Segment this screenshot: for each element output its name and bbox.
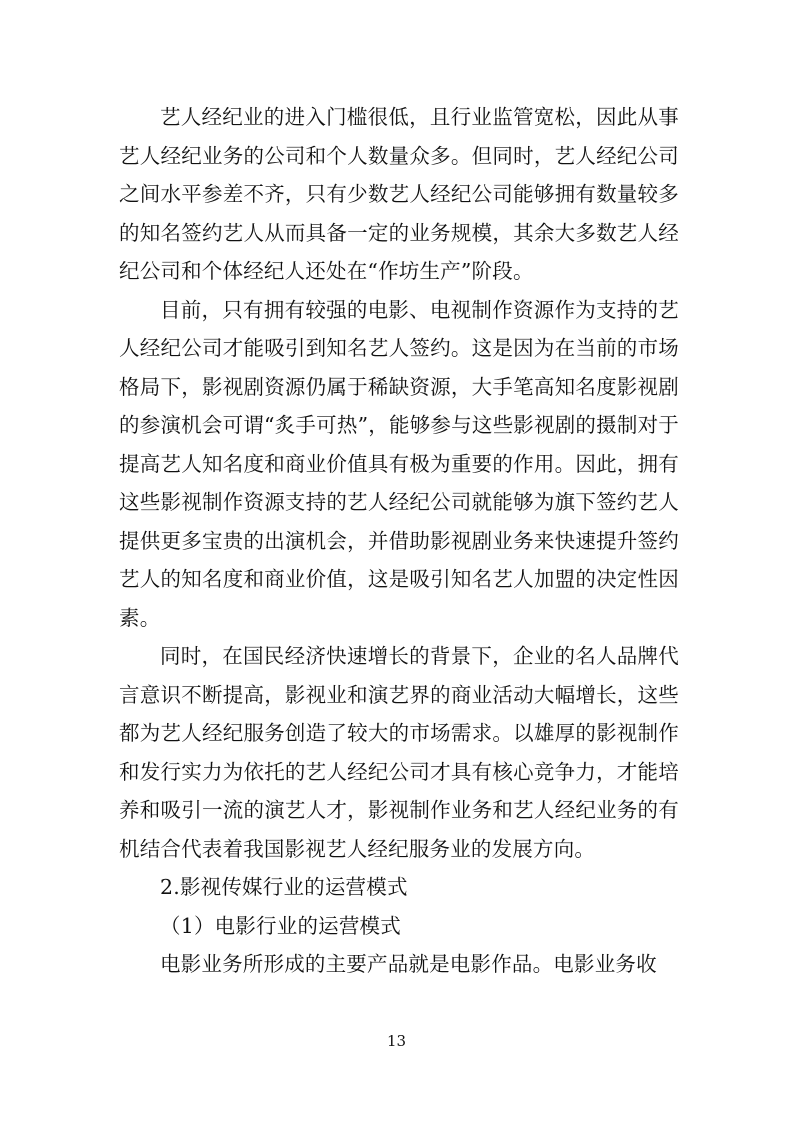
page-number: 13 bbox=[386, 1032, 407, 1050]
paragraph-4: 电影业务所形成的主要产品就是电影作品。电影业务收 bbox=[160, 952, 657, 976]
section-heading: 2.影视传媒行业的运营模式 bbox=[160, 875, 408, 899]
body-text bbox=[119, 98, 679, 984]
subsection-heading: （1）电影行业的运营模式 bbox=[160, 913, 401, 938]
paragraph-3: 同时，在国民经济快速增长的背景下，企业的名人品牌代言意识不断提高，影视业和演艺界的商业活动大幅增长，这些都为艺人经纪服务创造了较大的市场需求。以雄厚的影视制作和发行实力为依托的艺人经纪公司才具有核心竞争力，才能培养和吸引一流的演艺人才，影视制作业务和艺人经纪业务的有机结合代表着我国影视艺人经纪服务业的发展方向。 bbox=[119, 644, 679, 861]
paragraph-1: 艺人经纪业的进入门槛很低，且行业监管宽松，因此从事艺人经纪业务的公司和个人数量众多。但同时，艺人经纪公司之间水平参差不齐，只有少数艺人经纪公司能够拥有数量较多的知名签约艺人从而具备一定的业务规模，其余大多数艺人经纪公司和个体经纪人还处在“作坊生产”阶段。 bbox=[119, 105, 679, 283]
paragraph-2: 目前，只有拥有较强的电影、电视制作资源作为支持的艺人经纪公司才能吸引到知名艺人签约。这是因为在当前的市场格局下，影视剧资源仍属于稀缺资源，大手笔高知名度影视剧的参演机会可谓“炙手可热”，能够参与这些影视剧的摄制对于提高艺人知名度和商业价值具有极为重要的作用。因此，拥有这些影视制作资源支持的艺人经纪公司就能够为旗下签约艺人提供更多宝贵的出演机会，并借助影视剧业务来快速提升签约艺人的知名度和商业价值，这是吸引知名艺人加盟的决定性因素。 bbox=[119, 297, 679, 630]
